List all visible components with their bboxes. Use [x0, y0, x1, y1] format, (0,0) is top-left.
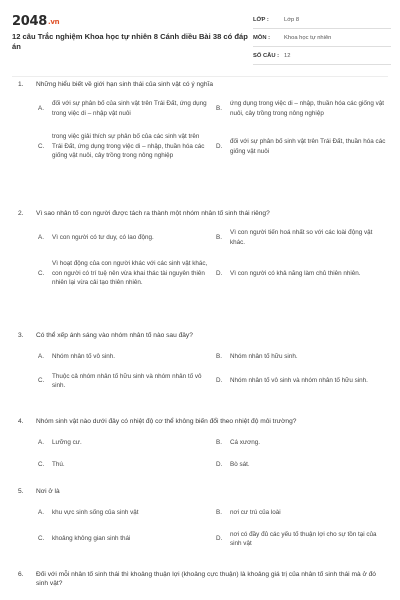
question-text: Đối với mỗi nhân tố sinh thái thì khoảng thuận lợi (khoảng cực thuận) là khoảng giá trị của nhân tố sinh thái mà ở đó sinh vật? [36, 571, 376, 587]
option-text: Vì con người có khả năng làm chủ thiên nhiên. [230, 269, 361, 277]
option-text: Nhóm nhân tố hữu sinh. [230, 353, 298, 360]
option-b[interactable] [216, 99, 388, 118]
options-grid [38, 352, 392, 391]
question-text: Nhóm sinh vật nào dưới đây có nhiệt độ cơ thể không biến đổi theo nhiệt độ môi trường? [36, 418, 297, 425]
option-a[interactable] [38, 99, 210, 118]
question-header [12, 209, 392, 218]
option-text: đối với sự phân bố của sinh vật trên Trái Đất, ứng dụng trong việc di – nhập vật nuôi [52, 100, 207, 117]
option-c[interactable] [38, 530, 210, 549]
question-text: Những hiểu biết về giới hạn sinh thái của sinh vật có ý nghĩa [36, 81, 213, 88]
option-letter: D. [216, 377, 223, 385]
option-text: khoảng không gian sinh thái [52, 535, 131, 543]
option-c[interactable] [38, 132, 210, 161]
options-grid [38, 438, 392, 469]
option-letter: A. [38, 104, 44, 112]
question-number: 2. [18, 210, 24, 217]
question-header [12, 331, 392, 340]
option-a[interactable] [38, 508, 210, 518]
question-2 [12, 209, 392, 288]
question-number: 5. [18, 488, 24, 495]
question-text: Có thể xếp ánh sáng vào nhóm nhân tố nào sau đây? [36, 332, 193, 339]
option-a[interactable] [38, 228, 210, 247]
question-5 [12, 487, 392, 549]
option-text: Vì con người tiến hoá nhất so với các loài động vật khác. [230, 229, 373, 246]
option-d[interactable] [216, 259, 388, 288]
question-number: 4. [18, 418, 24, 425]
option-letter: C. [38, 377, 45, 385]
options-grid [38, 508, 392, 549]
option-letter: C. [38, 535, 45, 543]
option-letter: C. [38, 269, 45, 277]
question-header [12, 570, 392, 588]
option-letter: A. [38, 353, 44, 360]
option-letter: C. [38, 142, 45, 150]
meta-row-count [253, 50, 391, 65]
question-number: 3. [18, 332, 24, 339]
option-b[interactable] [216, 352, 388, 362]
option-text: Nhóm nhân tố vô sinh và nhóm nhân tố hữu sinh. [230, 377, 368, 385]
option-text: Cá xương. [230, 439, 261, 446]
question-4 [12, 417, 392, 469]
option-c[interactable] [38, 259, 210, 288]
option-a[interactable] [38, 438, 210, 448]
option-text: Thú. [52, 460, 65, 468]
option-c[interactable] [38, 460, 210, 470]
option-text: Nhóm nhân tố vô sinh. [52, 353, 116, 360]
page-title: 12 câu Trắc nghiệm Khoa học tự nhiên 8 Cánh diều Bài 38 có đáp án [12, 32, 248, 51]
meta-value: Khoa học tự nhiên [284, 35, 332, 41]
meta-key: LỚP : [253, 17, 269, 23]
option-a[interactable] [38, 352, 210, 362]
option-text: nơi cư trú của loài [230, 509, 281, 516]
option-letter: A. [38, 439, 44, 446]
meta-row-subject [253, 32, 391, 47]
question-header [12, 80, 392, 89]
option-text: Bò sát. [230, 460, 250, 468]
site-logo[interactable] [12, 14, 59, 29]
option-letter: D. [216, 460, 223, 468]
meta-key: SỐ CÂU : [253, 53, 280, 59]
option-d[interactable] [216, 460, 388, 470]
option-letter: D. [216, 269, 223, 277]
options-grid [38, 99, 392, 161]
logo-text: 2048 [12, 14, 47, 29]
question-6 [12, 570, 392, 588]
meta-key: MÔN : [253, 35, 271, 41]
option-letter: D. [216, 535, 223, 543]
option-letter: B. [216, 233, 222, 241]
page-header [0, 0, 400, 64]
option-letter: B. [216, 439, 222, 446]
meta-row-class [253, 14, 391, 29]
option-text: Thuộc cả nhóm nhân tố hữu sinh và nhóm nhân tố vô sinh. [52, 372, 202, 390]
question-header [12, 487, 392, 496]
option-b[interactable] [216, 508, 388, 518]
option-text: khu vực sinh sống của sinh vật [52, 509, 139, 516]
option-letter: B. [216, 509, 222, 516]
option-letter: D. [216, 142, 223, 150]
option-letter: A. [38, 509, 44, 516]
option-text: ứng dụng trong việc di – nhập, thuần hóa các giống vật nuôi, cây trồng trong nông nghiệp [230, 100, 385, 117]
option-letter: B. [216, 104, 222, 112]
meta-value: 12 [284, 53, 291, 59]
option-text: nơi có đầy đủ các yếu tố thuận lợi cho sự tồn tại của sinh vật [230, 530, 377, 548]
option-d[interactable] [216, 132, 388, 161]
question-header [12, 417, 392, 426]
option-c[interactable] [38, 372, 210, 391]
question-1 [12, 80, 392, 161]
option-d[interactable] [216, 372, 388, 391]
logo-suffix: .vn [47, 18, 60, 26]
option-text: Vì hoạt động của con người khác với các sinh vật khác, con người có trí tuệ nên vừa khai thác tài nguyên thiên nhiên lại vừa cải tạo thiên nhiên. [52, 260, 208, 287]
option-letter: B. [216, 353, 222, 360]
question-text: Vì sao nhân tố con người được tách ra thành một nhóm nhân tố sinh thái riêng? [36, 210, 270, 217]
question-number: 6. [18, 571, 24, 578]
question-number: 1. [18, 81, 24, 88]
option-b[interactable] [216, 438, 388, 448]
meta-info [253, 14, 391, 68]
question-3 [12, 331, 392, 391]
meta-value: Lớp 8 [284, 17, 300, 23]
header-divider [12, 76, 388, 77]
option-text: Vì con người có tư duy, có lao động. [52, 233, 154, 241]
option-text: trong việc giải thích sự phân bố của các sinh vật trên Trái Đất, ứng dụng trong việc di – nhập, thuần hóa các giống vật nuôi, cây trồng trong nông nghiệp [52, 133, 205, 160]
option-letter: A. [38, 233, 44, 241]
option-text: Lưỡng cư. [52, 439, 82, 446]
question-text: Nơi ở là [36, 488, 60, 495]
option-d[interactable] [216, 530, 388, 549]
option-b[interactable] [216, 228, 388, 247]
option-text: đối với sự phân bố sinh vật trên Trái Đất, thuần hóa các giống vật nuôi [230, 137, 386, 155]
option-letter: C. [38, 460, 45, 468]
options-grid [38, 228, 392, 288]
